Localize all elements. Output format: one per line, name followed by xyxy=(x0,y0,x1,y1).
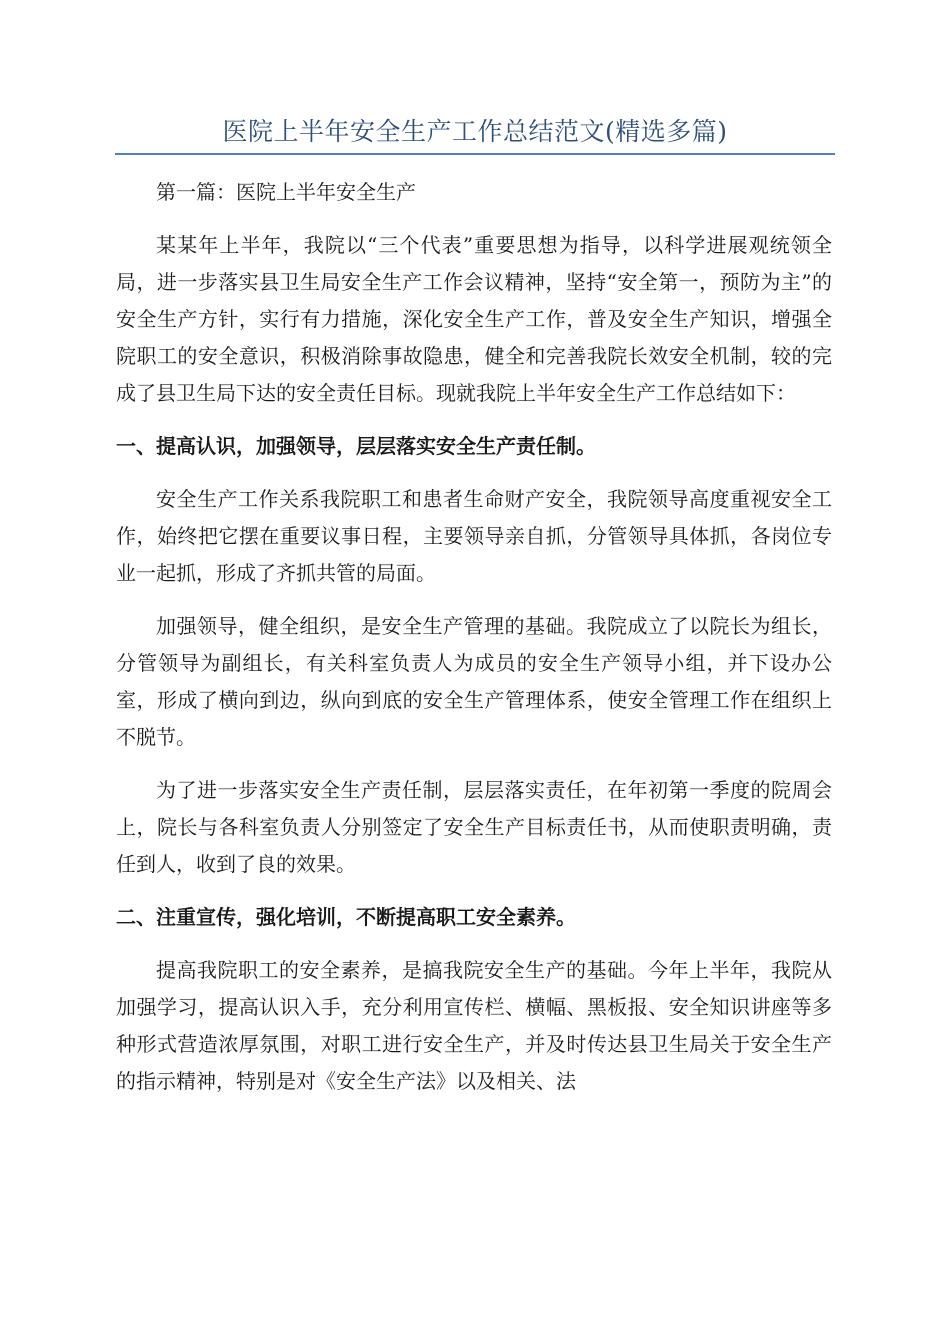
document-title: 医院上半年安全生产工作总结范文(精选多篇) xyxy=(222,117,728,146)
section-heading-1: 一、提高认识，加强领导，层层落实安全生产责任制。 xyxy=(116,434,596,458)
title-underline xyxy=(115,153,835,155)
section1-paragraph-1: 安全生产工作关系我院职工和患者生命财产安全，我院领导高度重视安全工作，始终把它摆在重要议事日程，主要领导亲自抓，分管领导具体抓，各岗位专业一起抓，形成了齐抓共管的局面。 xyxy=(116,487,832,585)
section-heading-2: 二、注重宣传，强化培训，不断提高职工安全素养。 xyxy=(116,905,576,929)
section1-paragraph-3: 为了进一步落实安全生产责任制，层层落实责任，在年初第一季度的院周会上，院长与各科室负责人分别签定了安全生产目标责任书，从而使职责明确，责任到人，收到了良的效果。 xyxy=(116,778,832,876)
section2-paragraph-1: 提高我院职工的安全素养，是搞我院安全生产的基础。今年上半年，我院从加强学习，提高认识入手，充分利用宣传栏、横幅、黑板报、安全知识讲座等多种形式营造浓厚氛围，对职工进行安全生产，并及时传达县卫生局关于安全生产的指示精神，特别是对《安全生产法》以及相关、法 xyxy=(116,958,832,1093)
document-body xyxy=(116,172,832,1100)
intro-paragraph: 某某年上半年，我院以“三个代表”重要思想为指导，以科学进展观统领全局，进一步落实县卫生局安全生产工作会议精神，坚持“安全第一，预防为主”的安全生产方针，实行有力措施，深化安全生产工作，普及安全生产知识，增强全院职工的安全意识，积极消除事故隐患，健全和完善我院长效安全机制，较的完成了县卫生局下达的安全责任目标。现就我院上半年安全生产工作总结如下： xyxy=(116,233,832,405)
chapter-subtitle: 第一篇：医院上半年安全生产 xyxy=(156,180,416,204)
section1-paragraph-2: 加强领导，健全组织，是安全生产管理的基础。我院成立了以院长为组长，分管领导为副组长，有关科室负责人为成员的安全生产领导小组，并下设办公室，形成了横向到边，纵向到底的安全生产管理体系，使安全管理工作在组织上不脱节。 xyxy=(116,614,832,749)
